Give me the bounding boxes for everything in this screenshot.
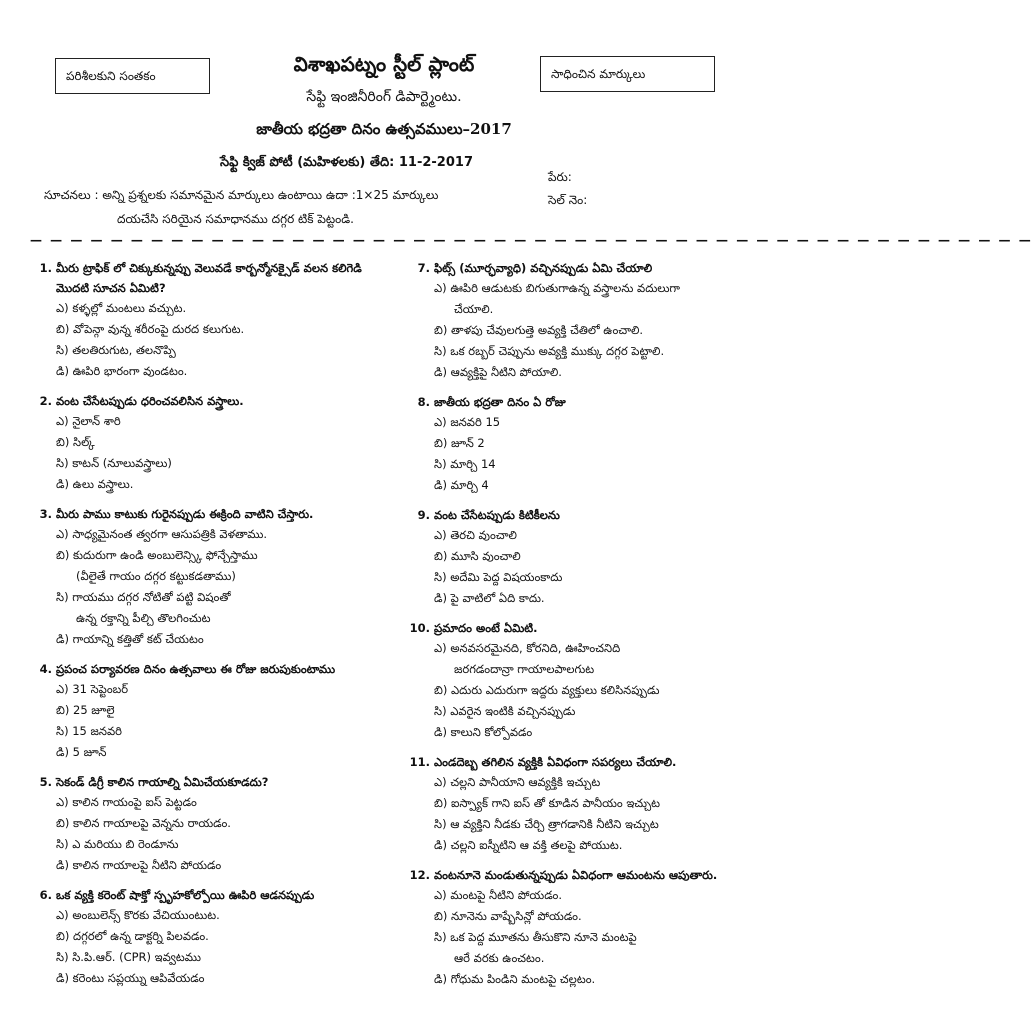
question-header bbox=[30, 659, 385, 679]
question-number: 3. bbox=[39, 507, 52, 521]
question-text: మీరు పాము కాటుకు గురైనప్పుడు ఈక్రింది వాటిని చేస్తారు. bbox=[56, 507, 314, 521]
questions-right-column bbox=[408, 258, 748, 999]
answer-option[interactable]: బి) తాళపు చేవులగుత్తె అవ్యక్తి చేతిలో ఉంచాలి. bbox=[434, 323, 644, 337]
answer-option[interactable]: సి) ఎ మరియు బి రెండూను bbox=[56, 837, 179, 851]
question bbox=[408, 618, 748, 743]
instructions-line-1: సూచనలు : అన్ని ప్రశ్నలకు సమానమైన మార్కులు ఉంటాయి ఉదా :1×25 మార్కులు bbox=[44, 188, 439, 202]
answer-option[interactable]: డి) చల్లని ఐస్నీటిని ఆ వక్తి తలపై పోయుట. bbox=[434, 838, 623, 852]
question-text: జాతీయ భద్రతా దినం ఏ రోజు bbox=[434, 395, 566, 409]
question-text: ప్రపంచ పర్యావరణ దినం ఉత్సవాలు ఈ రోజు జరుపుకుంటాము bbox=[56, 662, 336, 676]
answer-option[interactable]: ఎ) మంటపై నీటిని పోయడం. bbox=[434, 888, 563, 902]
answer-option[interactable]: సి) ఒక రబ్బర్ చెప్పును అవ్యక్తి ముక్కు దగ్గర పెట్టాలి. bbox=[434, 344, 665, 358]
answer-option[interactable]: ఎ) అంబులెన్స్ కొరకు వేచియుంటుట. bbox=[56, 908, 220, 922]
question-number: 8. bbox=[417, 395, 430, 409]
question-header bbox=[30, 258, 385, 298]
question bbox=[30, 258, 385, 382]
answer-option[interactable]: సి) ఒక పెద్ద మూతను తీసుకొని నూనె మంటపై bbox=[434, 930, 637, 944]
question-text: ఒక వ్యక్తి కరెంట్ షాక్తో స్పృహకోల్పోయి ఊపిరి ఆడనప్పుడు bbox=[56, 888, 315, 902]
question bbox=[30, 659, 385, 763]
answer-option[interactable]: డి) 5 జూన్ bbox=[56, 745, 107, 759]
answer-option[interactable]: ఎ) చల్లని పానీయాని ఆవ్యక్తికి ఇచ్చుట bbox=[434, 775, 601, 789]
trainer-signature-label: పరిశీలకుని సంతకం bbox=[66, 69, 156, 83]
marks-obtained-label: సాధించిన మార్కులు bbox=[551, 67, 646, 81]
answer-option[interactable]: బి) 25 జూలై bbox=[56, 703, 115, 717]
question-number: 12. bbox=[409, 868, 430, 882]
answer-option-continuation: ఆరే వరకు ఉంచటం. bbox=[454, 951, 545, 965]
answer-option[interactable]: బి) నూనెను వాష్బేసిన్లో పోయడం. bbox=[434, 909, 582, 923]
question-header bbox=[30, 391, 385, 411]
question-number: 7. bbox=[417, 261, 430, 275]
answer-option[interactable]: బి) దగ్గరలో ఉన్న డాక్టర్ని పిలవడం. bbox=[56, 929, 209, 943]
question-number: 9. bbox=[417, 508, 430, 522]
question-header bbox=[30, 504, 385, 524]
question-header bbox=[408, 392, 748, 412]
event-line: జాతీయ భద్రతా దినం ఉత్సవములు–2017 bbox=[256, 120, 512, 138]
answer-option[interactable]: బి) జూన్ 2 bbox=[434, 436, 485, 450]
answer-option[interactable]: డి) కాలిన గాయాలపై నీటిని పోయడం bbox=[56, 858, 222, 872]
answer-option[interactable]: బి) కాలిన గాయాలపై వెన్నను రాయడం. bbox=[56, 816, 231, 830]
answer-option[interactable]: సి) కాటన్ (నూలువస్త్రాలు) bbox=[56, 456, 172, 470]
answer-option[interactable]: ఎ) కాలిన గాయంపై ఐస్ పెట్టడం bbox=[56, 795, 197, 809]
answer-option[interactable]: డి) కరెంటు సప్లయ్ను ఆపివేయడం bbox=[56, 971, 205, 985]
question-number: 5. bbox=[39, 775, 52, 789]
answer-option[interactable]: బి) సిల్క్ bbox=[56, 435, 95, 449]
question bbox=[408, 505, 748, 609]
question-header bbox=[408, 618, 748, 638]
question bbox=[408, 865, 748, 990]
question bbox=[408, 258, 748, 383]
name-field-label: పేరు: bbox=[548, 170, 572, 184]
answer-option-continuation: జరగడందాన్రా గాయాలపాలగుట bbox=[454, 662, 595, 676]
question-number: 6. bbox=[39, 888, 52, 902]
question-header bbox=[30, 772, 385, 792]
question-header bbox=[408, 865, 748, 885]
answer-option[interactable]: సి) గాయము దగ్గర నోటితో పట్టి విషంతో bbox=[56, 590, 231, 604]
question-text: వంట చేసేటప్పుడు కిటికీలను bbox=[434, 508, 560, 522]
question-text: వంట చేసేటప్పుడు ధరించవలిసిన వస్త్రాలు. bbox=[56, 394, 244, 408]
answer-option[interactable]: సి) తలతిరుగుట, తలనొప్పి bbox=[56, 343, 176, 357]
question-text: ఎండదెబ్బ తగిలిన వ్యక్తికి ఏవిధంగా సపర్యలు చేయాలి. bbox=[434, 755, 677, 769]
questions-left-column bbox=[30, 258, 385, 998]
question bbox=[408, 752, 748, 856]
answer-option[interactable]: సి) ఆ వ్యక్తిని నీడకు చేర్చి త్రాగడానికి నీటిని ఇచ్చుట bbox=[434, 817, 659, 831]
answer-option[interactable]: సి) సి.పి.ఆర్. (CPR) ఇవ్వటము bbox=[56, 950, 201, 964]
answer-option[interactable]: బి) ఐస్ప్యాక్ గాని ఐస్ తో కూడిన పానీయం ఇచ్చుట bbox=[434, 796, 661, 810]
question-header bbox=[408, 752, 748, 772]
answer-option[interactable]: ఎ) అనవసరమైనది, కోరనిది, ఊహించనిది bbox=[434, 641, 621, 655]
question bbox=[30, 504, 385, 650]
answer-option-continuation: ఉన్న రక్తాన్ని పీల్చి తొలగించుట bbox=[76, 611, 211, 625]
question-number: 11. bbox=[409, 755, 430, 769]
answer-option-continuation: (వీలైతే గాయం దగ్గర కట్టుకడతాము) bbox=[76, 569, 236, 583]
question-text: ఫిట్స్ (మూర్ఛవ్యాధి) వచ్చినప్పుడు ఏమి చేయాలి bbox=[434, 261, 653, 275]
question bbox=[408, 392, 748, 496]
answer-option[interactable]: సి) మార్చి 14 bbox=[434, 457, 496, 471]
question-header bbox=[30, 885, 385, 905]
answer-option-continuation: చేయాలి. bbox=[454, 302, 494, 316]
answer-option[interactable]: బి) మూసి వుంచాలి bbox=[434, 549, 521, 563]
question-header bbox=[408, 258, 748, 278]
answer-option[interactable]: డి) గోధుమ పిండిని మంటపై చల్లటం. bbox=[434, 972, 596, 986]
answer-option[interactable]: బి) కుదురుగా ఉండి అంబులెన్స్కి ఫోన్చేస్తాము bbox=[56, 548, 258, 562]
answer-option[interactable]: సి) ఎవరైన ఇంటికి వచ్చినప్పుడు bbox=[434, 704, 576, 718]
answer-option[interactable]: డి) పై వాటిలో ఏది కాదు. bbox=[434, 591, 545, 605]
answer-option[interactable]: ఎ) నైలాన్ శారి bbox=[56, 414, 121, 428]
answer-option[interactable]: ఎ) తెరచి వుంచాలి bbox=[434, 528, 517, 542]
department-line: సేఫ్టి ఇంజినీరింగ్ డిపార్ట్మెంటు. bbox=[306, 89, 462, 105]
instructions-line-2: దయచేసి సరియైన సమాధానము దగ్గర టిక్ పెట్టండి. bbox=[117, 212, 354, 226]
answer-option[interactable]: డి) గాయాన్ని కత్తితో కట్ చేయటం bbox=[56, 632, 204, 646]
question-text: మీరు ట్రాఫిక్ లో చిక్కుకున్నప్పు వెలువడే కార్బన్మోనక్సైడ్ వలన కలిగెడి మొదటి సూచన ఏమిటి? bbox=[56, 261, 362, 295]
answer-option[interactable]: డి) మార్చి 4 bbox=[434, 478, 489, 492]
question-number: 1. bbox=[39, 261, 52, 275]
question-header bbox=[408, 505, 748, 525]
answer-option[interactable]: డి) కాలుని కోల్పోవడం bbox=[434, 725, 533, 739]
page-title: విశాఖపట్నం స్టీల్ ప్లాంట్ bbox=[293, 52, 475, 76]
answer-option[interactable]: సి) 15 జనవరి bbox=[56, 724, 122, 738]
answer-option[interactable]: సి) అదేమి పెద్ద విషయంకాదు bbox=[434, 570, 563, 584]
question bbox=[30, 772, 385, 876]
answer-option[interactable]: ఎ) జనవరి 15 bbox=[434, 415, 501, 429]
question-number: 2. bbox=[39, 394, 52, 408]
cell-field-label: సెల్ నెం: bbox=[548, 193, 588, 207]
question-text: సెకండ్ డిగ్రీ కాలిన గాయాల్ని ఏమిచేయకూడదు? bbox=[56, 775, 269, 789]
divider: — — — — — — — — — — — — — — — — — — — — — — — — — — — — — — — — — — — — — — — — — — — — — — — — — — bbox=[30, 233, 1033, 247]
question-number: 10. bbox=[409, 621, 430, 635]
answer-option[interactable]: ఎ) 31 సెప్టెంబర్ bbox=[56, 682, 129, 696]
question bbox=[30, 391, 385, 495]
answer-option[interactable]: డి) ఆవ్యక్తిపై నీటిని పోయాలి. bbox=[434, 365, 562, 379]
answer-option[interactable]: డి) ఉలు వస్త్రాలు. bbox=[56, 477, 134, 491]
answer-option[interactable]: బి) వోపెన్గా వున్న శరీరంపై దురద కలుగుట. bbox=[56, 322, 245, 336]
answer-option[interactable]: ఎ) ఊపిరి ఆడుటకు బిగుతుగాఉన్న వస్త్రాలను వదులుగా bbox=[434, 281, 681, 295]
quiz-title: సేఫ్టి క్విజ్ పోటీ (మహిళలకు) తేది: 11-2-2017 bbox=[220, 155, 473, 170]
answer-option[interactable]: డి) ఊపిరి భారంగా వుండటం. bbox=[56, 364, 188, 378]
answer-option[interactable]: ఎ) కళ్ళల్లో మంటలు వచ్చుట. bbox=[56, 301, 187, 315]
question-text: వంటనూనె మండుతున్నప్పుడు ఏవిధంగా ఆమంటను ఆపుతారు. bbox=[434, 868, 718, 882]
question-text: ప్రమాదం అంటే ఏమిటి. bbox=[434, 621, 538, 635]
answer-option[interactable]: ఎ) సాధ్యమైనంత త్వరగా ఆసుపత్రికి వెళతాము. bbox=[56, 527, 268, 541]
answer-option[interactable]: బి) ఎదురు ఎదురుగా ఇద్దరు వ్యక్తులు కలిసినప్పుడు bbox=[434, 683, 660, 697]
question bbox=[30, 885, 385, 989]
question-number: 4. bbox=[39, 662, 52, 676]
